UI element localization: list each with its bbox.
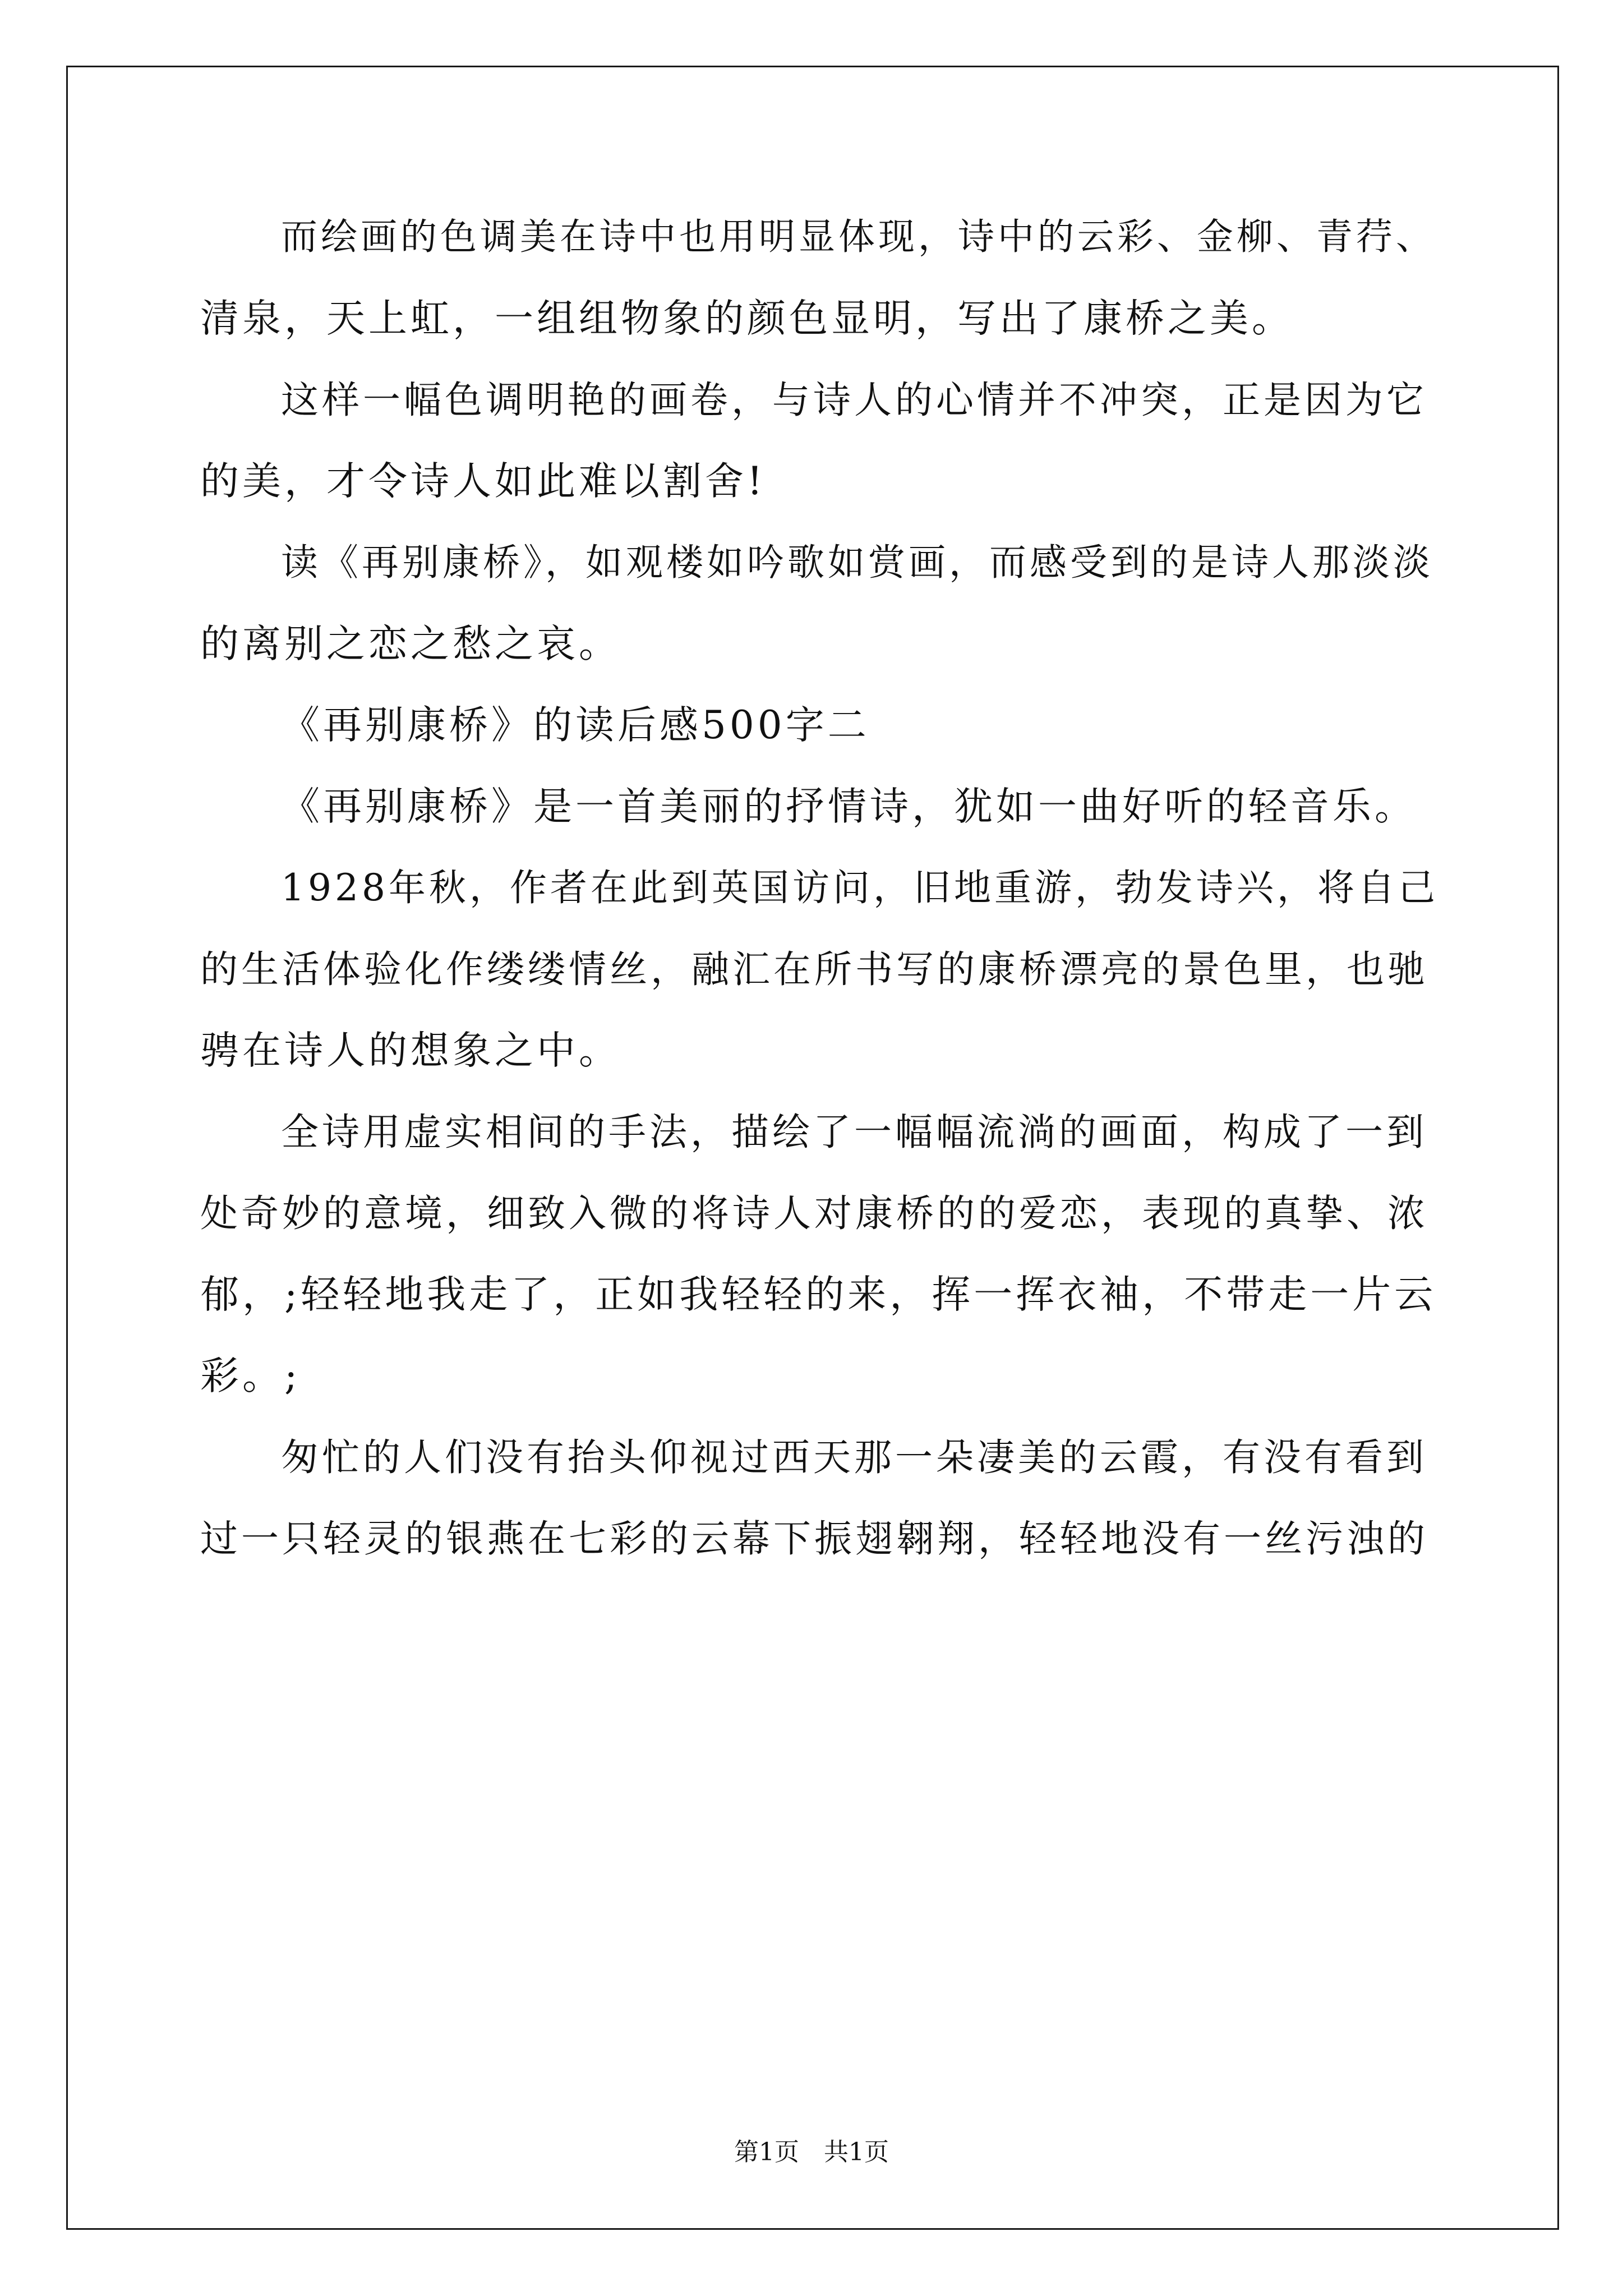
page-number-footer: 第1页 共1页 [734, 2138, 889, 2166]
paragraph-line: 骋在诗人的想象之中。 [200, 1028, 621, 1073]
paragraph-line: 郁，;轻轻地我走了，正如我轻轻的来，挥一挥衣袖，不带走一片云 [200, 1272, 1437, 1317]
paragraph-line: 的离别之恋之愁之哀。 [200, 622, 621, 666]
paragraph-line: 读《再别康桥》，如观楼如吟歌如赏画，而感受到的是诗人那淡淡 [281, 541, 1433, 584]
paragraph-line: 《再别康桥》是一首美丽的抒情诗，犹如一曲好听的轻音乐。 [281, 784, 1417, 829]
section-heading: 《再别康桥》的读后感500字二 [281, 703, 870, 748]
paragraph-line: 过一只轻灵的银燕在七彩的云幕下振翅翱翔，轻轻地没有一丝污浊的 [200, 1517, 1428, 1561]
paragraph-line: 清泉，天上虹，一组组物象的颜色显明，写出了康桥之美。 [200, 296, 1294, 341]
paragraph-line: 这样一幅色调明艳的画卷，与诗人的心情并不冲突，正是因为它 [281, 378, 1427, 422]
paragraph-line: 全诗用虚实相间的手法，描绘了一幅幅流淌的画面，构成了一到 [281, 1110, 1427, 1154]
paragraph-line: 彩。; [200, 1354, 301, 1398]
paragraph-line: 1928年秋，作者在此到英国访问，旧地重游，勃发诗兴，将自己 [281, 866, 1438, 909]
paragraph-line: 而绘画的色调美在诗中也用明显体现，诗中的云彩、金柳、青荇、 [281, 216, 1436, 258]
paragraph-line: 匆忙的人们没有抬头仰视过西天那一朵凄美的云霞，有没有看到 [281, 1435, 1427, 1479]
paragraph-line: 处奇妙的意境，细致入微的将诗人对康桥的的爱恋，表现的真挚、浓 [200, 1191, 1428, 1235]
paragraph-line: 的美，才令诗人如此难以割舍! [200, 459, 766, 504]
paragraph-line: 的生活体验化作缕缕情丝，融汇在所书写的康桥漂亮的景色里，也驰 [200, 947, 1428, 991]
